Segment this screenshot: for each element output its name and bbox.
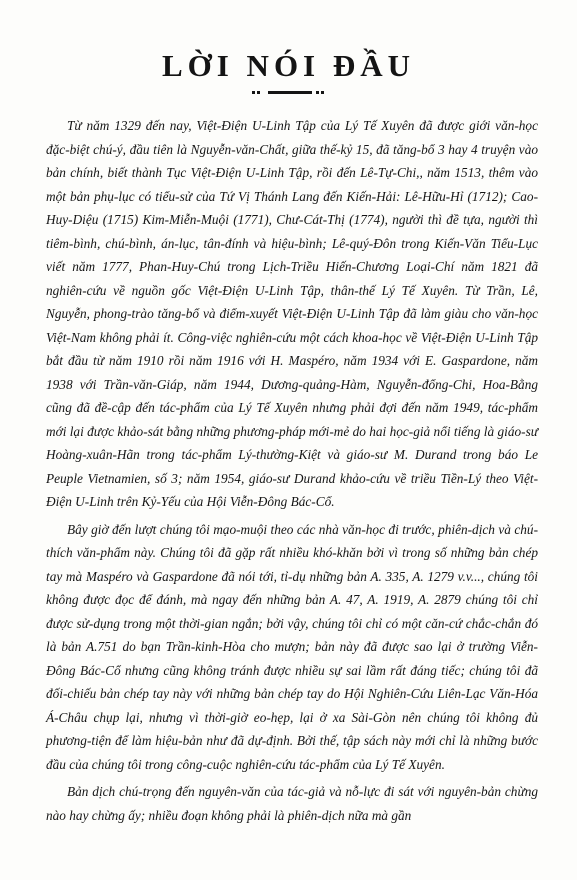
paragraph-3: Bản dịch chú-trọng đến nguyên-văn của tác-giả và nỗ-lực đi sát với nguyên-bản chừng nào hay chừng ấy; nhiều đoạn không phải là phiên-dịch nữa mà gần: [46, 784, 538, 823]
title-rule-left-dots: [252, 91, 262, 94]
paragraph-2: Bây giờ đến lượt chúng tôi mạo-muội theo các nhà văn-học đi trước, phiên-dịch và chú-thích văn-phẩm này. Chúng tôi đã gặp rất nhiều khó-khăn bởi vì trong số những bản chép tay mà Maspéro và Gaspardone đã nói tới, tỉ-dụ những bản A. 335, A. 1279 v.v..., chúng tôi không được đọc để đánh, mà ngay đến những bản A. 47, A. 1919, A. 2879 chúng tôi chỉ được sử-dụng trong một thời-gian ngắn; bởi vậy, chúng tôi chỉ có một căn-cứ chắc-chắn đó là bản A.751 do bạn Trần-kinh-Hòa cho mượn; bản này đã được sao lại ở trường Viễn-Đông Bác-Cổ nhưng cũng không tránh được nhiều sự sai lầm rất đáng tiếc; chúng tôi đã đối-chiếu bản chép tay này với những bản chép tay do Hội Nghiên-Cứu Liên-Lạc Văn-Hóa Á-Châu chụp lại, nhưng vì thời-giờ eo-hẹp, lại ở xa Sài-Gòn nên chúng tôi không đủ phương-tiện để làm hiệu-bản như đã dự-định. Bởi thế, tập sách này mới chỉ là những bước đầu của chúng tôi trong công-cuộc nghiên-cứu tác-phẩm của Lý Tế Xuyên.: [46, 521, 538, 772]
page-title: LỜI NÓI ĐẦU: [161, 48, 416, 83]
title-rule-right-dots: [316, 91, 326, 94]
title-rule: [268, 91, 312, 94]
paragraph-1: Từ năm 1329 đến nay, Việt-Điện U-Linh Tập của Lý Tế Xuyên đã được giới văn-học đặc-biệt chú-ý, đầu tiên là Nguyễn-văn-Chất, giữa thế-kỷ 15, đã tăng-bổ 3 hay 4 truyện vào bản chính, biết thành Tục Việt-Điện U-Linh Tập, rồi đến Lê-Tự-Chi,, năm 1513, thêm vào một bản phụ-lục có tiểu-sử của Tứ Vị Thánh Lang đến Kiến-Hải: Lê-Hữu-Hỉ (1712); Cao-Huy-Diệu (1715) Kim-Miễn-Muội (1771), Chư-Cát-Thị (1774), người thì đề tựa, người thì tiêm-bình, chú-bình, án-lục, tân-đính và hiệu-bình; Lê-quý-Đôn trong Kiến-Văn Tiểu-Lục viết năm 1777, Phan-Huy-Chú trong Lịch-Triều Hiến-Chương Loại-Chí năm 1821 đã nghiên-cứu về nguồn gốc Việt-Điện U-Linh Tập, thân-thế Lý Tế Xuyên. Từ Trần, Lê, Nguyễn, phong-trào tăng-bổ và điểm-xuyết Việt-Điện U-Linh Tập đã làm giàu cho văn-học Việt-Nam không phải ít. Công-việc nghiên-cứu một cách khoa-học về Việt-Điện U-Linh Tập bắt đầu từ năm 1910 rồi năm 1916 với H. Maspéro, năm 1934 với E. Gaspardone, năm 1938 với Trần-văn-Giáp, năm 1944, Dương-quảng-Hàm, Nguyễn-đổng-Chi, Hoa-Bằng cũng đã đề-cập đến tác-phẩm của Lý Tế Xuyên nhưng phải đợi đến năm 1949, tác-phẩm mới lại được khảo-sát bằng những phương-pháp mới-mẻ do hai học-giả nổi tiếng là giáo-sư Hoàng-xuân-Hãn trong tác-phẩm Lý-thường-Kiệt và giáo-sư M. Durand trong báo Le Peuple Vietnamien, số 3; năm 1954, giáo-sư Durand khảo-cứu về triều Tiền-Lý theo Việt-Điện U-Linh trên Kỷ-Yếu của Hội Viễn-Đông Bác-Cổ.: [46, 118, 538, 509]
body-text: [46, 114, 538, 827]
